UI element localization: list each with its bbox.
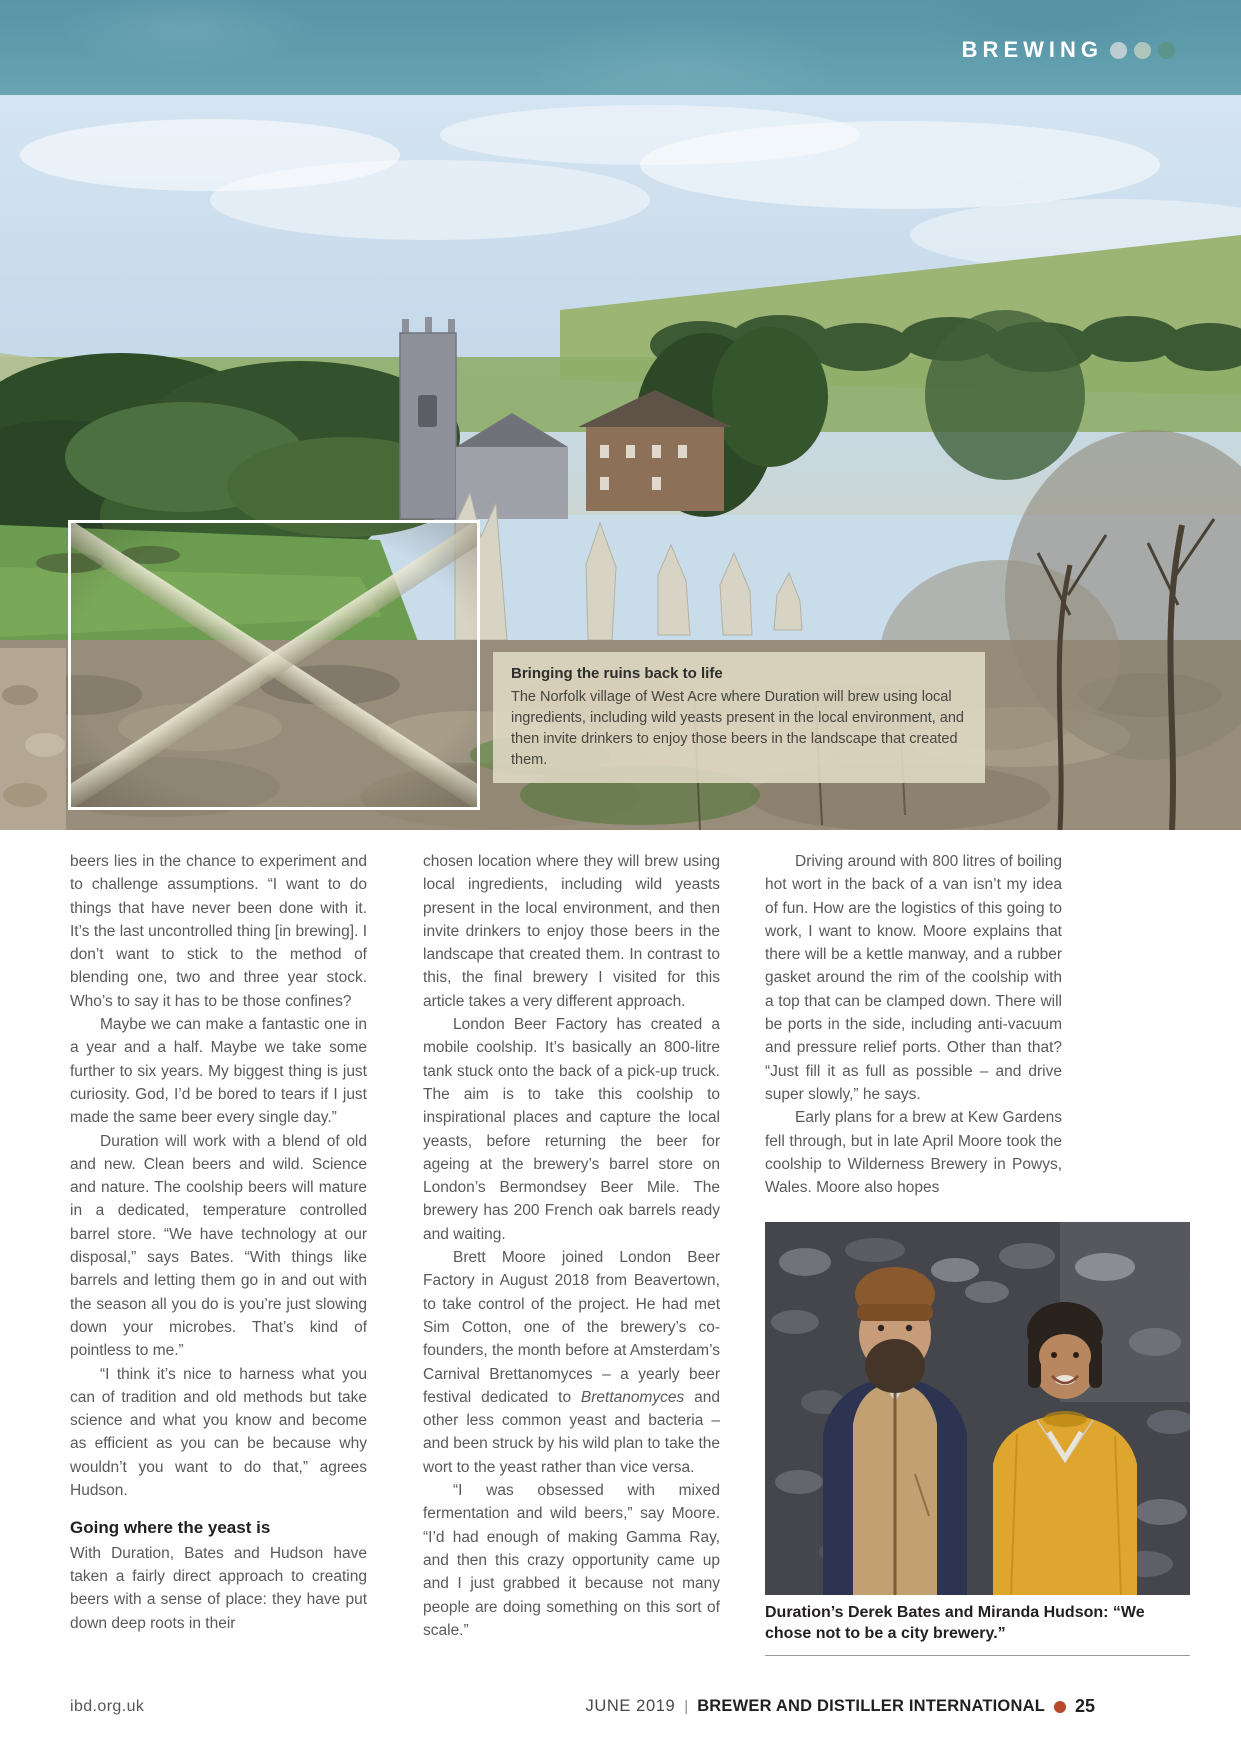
stone-wall-strip — [0, 648, 66, 830]
founders-photo-art — [765, 1222, 1190, 1595]
section-dot-2-icon — [1134, 42, 1151, 59]
paragraph: Duration will work with a blend of old and new. Clean beers and wild. Science and nature. The coolship beers will mature in a dedicated, temperature controlled barrel store. “We have technology at our disposal,” says Bates. “With things like barrels and letting them go in and out with the season all you do is you’re just slowing down your microbes. That’s kind of pointless to me.” — [70, 1132, 367, 1360]
footer-separator: | — [684, 1698, 689, 1715]
paragraph: Maybe we can make a fantastic one in a year and a half. Maybe we take some further to six years. My biggest thing is just curiosity. God, I’d be bored to tears if I just made the same beer every single day.” — [70, 1016, 367, 1127]
paragraph: “I think it’s nice to harness what you can of tradition and old methods but take science and what you know and become as efficient as you can be because why wouldn’t you want to do that,” agrees Hudson. — [70, 1365, 367, 1500]
paragraph-text: and other less common yeast and bacteria – and been struck by his wild plan to take the wort to the yeast rather than vice versa. — [423, 1388, 720, 1476]
paragraph: beers lies in the chance to experiment and to challenge assumptions. “I want to do things that have never been done with it. It’s the last uncontrolled thing [in brewing]. I don’t want to stick to the method of blending one, two and three year stock. Who’s to say it has to be those confines? — [70, 853, 367, 1010]
paragraph: With Duration, Bates and Hudson have taken a fairly direct approach to creating beers with a sense of place: they have put down deep roots in their — [70, 1544, 367, 1632]
article-subhead: Going where the yeast is — [70, 1518, 271, 1538]
footer-site-url: ibd.org.uk — [70, 1698, 145, 1715]
paragraph: Driving around with 800 litres of boiling hot wort in the back of a van isn’t my idea of fun. How are the logistics of this going to work, I want to know. Moore explains that there will be a kettle manway, and a rubber gasket around the rim of the coolship with a top that can be clamped down. There will be ports in the side, including anti-vacuum and pressure relief ports. Other than that? “Just fill it as full as possible – and drive super slowly,” he says. — [765, 853, 1062, 1103]
italic-term: Brettanomyces — [580, 1388, 685, 1406]
inset-vignette — [71, 523, 477, 807]
paragraph: chosen location where they will brew using local ingredients, including wild yeasts present in the local environment, and then invite drinkers to enjoy those beers in the landscape that created them. In contrast to this, the final brewery I visited for this article takes a very different approach. — [423, 853, 720, 1010]
paragraph-text: Brett Moore joined London Beer Factory in August 2018 from Beavertown, to take control of the project. He had met Sim Cotton, one of the brewery’s co-founders, the month before at Amsterdam’s Carnival Brettanomyces – a yearly beer festival dedicated to — [423, 1249, 720, 1406]
footer-dot-icon — [1054, 1701, 1066, 1713]
section-dot-1-icon — [1110, 42, 1127, 59]
section-header — [962, 37, 1175, 63]
hero-caption-title: Bringing the ruins back to life — [511, 665, 723, 682]
hero-caption-body: The Norfolk village of West Acre where Duration will brew using local ingredients, including wild yeasts present in the local environment, and then invite drinkers to enjoy those beers in the landscape that created them. — [511, 689, 964, 768]
paragraph: Early plans for a brew at Kew Gardens fell through, but in late April Moore took the coolship to Wilderness Brewery in Powys, Wales. Moore also hopes — [765, 1109, 1062, 1197]
footer-page-number: 25 — [1074, 1696, 1095, 1716]
founders-photo-caption: Duration’s Derek Bates and Miranda Hudson: “We chose not to be a city brewery.” — [765, 1602, 1190, 1656]
section-label: BREWING — [961, 37, 1103, 62]
header-band — [0, 0, 1241, 95]
article-column-2 — [423, 850, 720, 1642]
founders-photo — [765, 1222, 1190, 1595]
paragraph — [423, 1246, 720, 1479]
footer-issue-date: JUNE 2019 — [585, 1697, 676, 1715]
footer-folio — [586, 1696, 1096, 1717]
footer-publication-name: BREWER AND DISTILLER INTERNATIONAL — [697, 1697, 1045, 1715]
article-column-3 — [765, 850, 1062, 1199]
inset-ruins-photo — [68, 520, 480, 810]
section-dot-3-icon — [1158, 42, 1175, 59]
hero-caption-box — [493, 652, 985, 783]
article-column-1 — [70, 850, 367, 1635]
paragraph: “I was obsessed with mixed fermentation and wild beers,” say Moore. “I’d had enough of making Gamma Ray, and then this crazy opportunity came up and I just grabbed it because not many people are doing something on this sort of scale.” — [423, 1482, 720, 1639]
paragraph: London Beer Factory has created a mobile coolship. It’s basically an 800-litre tank stuck onto the back of a pick-up truck. The aim is to take this coolship to inspirational places and capture the local yeasts, before returning the beer for ageing at the brewery’s barrel store on London’s Bermondsey Beer Mile. The brewery has 200 French oak barrels ready and waiting. — [423, 1016, 720, 1243]
